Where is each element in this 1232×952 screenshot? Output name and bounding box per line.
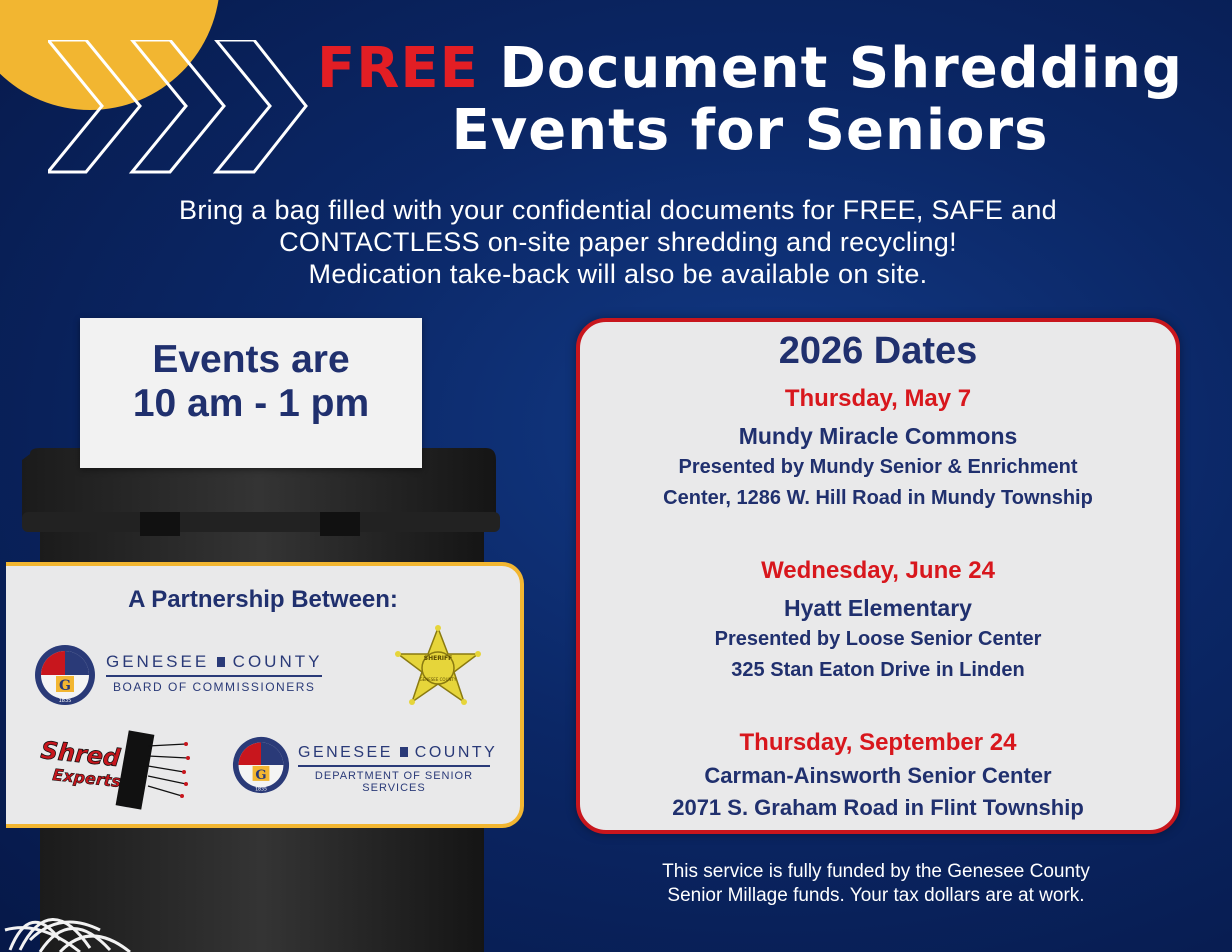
- shred-line2: Experts: [51, 765, 122, 792]
- dept-name2: COUNTY: [414, 744, 498, 761]
- board-subtitle: BOARD OF COMMISSIONERS: [113, 680, 316, 694]
- footer-line2: Senior Millage funds. Your tax dollars are at work.: [667, 885, 1085, 906]
- event-hours: [80, 338, 422, 426]
- event-detail: Presented by Loose Senior Center: [714, 628, 1042, 650]
- event-venue: Carman-Ainsworth Senior Center: [704, 763, 1052, 788]
- shred-experts-logo: [36, 726, 196, 812]
- svg-text:G: G: [255, 768, 267, 784]
- event-venue: Hyatt Elementary: [784, 595, 972, 621]
- event-detail: Presented by Mundy Senior & Enrichment: [678, 456, 1078, 478]
- svg-text:G: G: [59, 678, 71, 694]
- hours-line2: 10 am - 1 pm: [132, 382, 370, 425]
- board-of-commissioners-logo: [106, 652, 322, 694]
- county-seal-icon-2: [232, 736, 290, 794]
- event-1: [580, 384, 1176, 514]
- dept-name: GENESEE: [298, 744, 393, 761]
- event-detail: 325 Stan Eaton Drive in Linden: [731, 659, 1025, 681]
- chevron-arrows-icon: [48, 40, 308, 180]
- seal-year-2: 1835: [255, 787, 267, 793]
- shred-line1: Shred: [39, 736, 122, 773]
- sheriff-badge-icon: [390, 624, 486, 724]
- footer-line1: This service is fully funded by the Genesee County: [662, 861, 1090, 882]
- dept-subtitle-2: SERVICES: [362, 782, 426, 794]
- title-highlight: FREE: [317, 36, 479, 101]
- hours-line1: Events are: [152, 338, 350, 381]
- dates-panel: [576, 318, 1180, 834]
- sheriff-text: SHERIFF: [423, 655, 453, 662]
- title-line2: Events for Seniors: [451, 98, 1049, 163]
- subtitle: [40, 194, 1196, 290]
- title-line1: Document Shredding: [499, 36, 1183, 101]
- shredded-paper-icon: [0, 870, 180, 952]
- dept-subtitle-1: DEPARTMENT OF SENIOR: [314, 770, 474, 782]
- event-date: Thursday, May 7: [784, 385, 972, 412]
- event-detail: Center, 1286 W. Hill Road in Mundy Township: [663, 487, 1093, 509]
- event-date: Wednesday, June 24: [761, 557, 995, 584]
- event-detail: 2071 S. Graham Road in Flint Township: [672, 795, 1084, 820]
- county-seal-icon: [34, 644, 96, 706]
- seal-year: 1835: [58, 698, 72, 704]
- board-name: GENESEE: [106, 652, 210, 671]
- event-3: [580, 728, 1176, 824]
- subtitle-line3: Medication take-back will also be available on site.: [308, 259, 928, 289]
- dates-heading: 2026 Dates: [778, 330, 978, 372]
- event-date: Thursday, September 24: [739, 729, 1017, 756]
- subtitle-line1: Bring a bag filled with your confidential documents for FREE, SAFE and: [179, 195, 1057, 225]
- senior-services-logo: [298, 744, 498, 794]
- hours-paper: [80, 318, 422, 468]
- subtitle-line2: CONTACTLESS on-site paper shredding and recycling!: [279, 227, 957, 257]
- board-name2: COUNTY: [232, 652, 323, 671]
- partnership-panel: [6, 562, 524, 828]
- page-title: [300, 38, 1200, 162]
- partnership-heading: A Partnership Between:: [128, 586, 398, 613]
- funding-note: [576, 860, 1176, 908]
- event-2: [580, 556, 1176, 686]
- event-venue: Mundy Miracle Commons: [738, 423, 1018, 449]
- sheriff-sub: GENESEE COUNTY: [419, 677, 457, 682]
